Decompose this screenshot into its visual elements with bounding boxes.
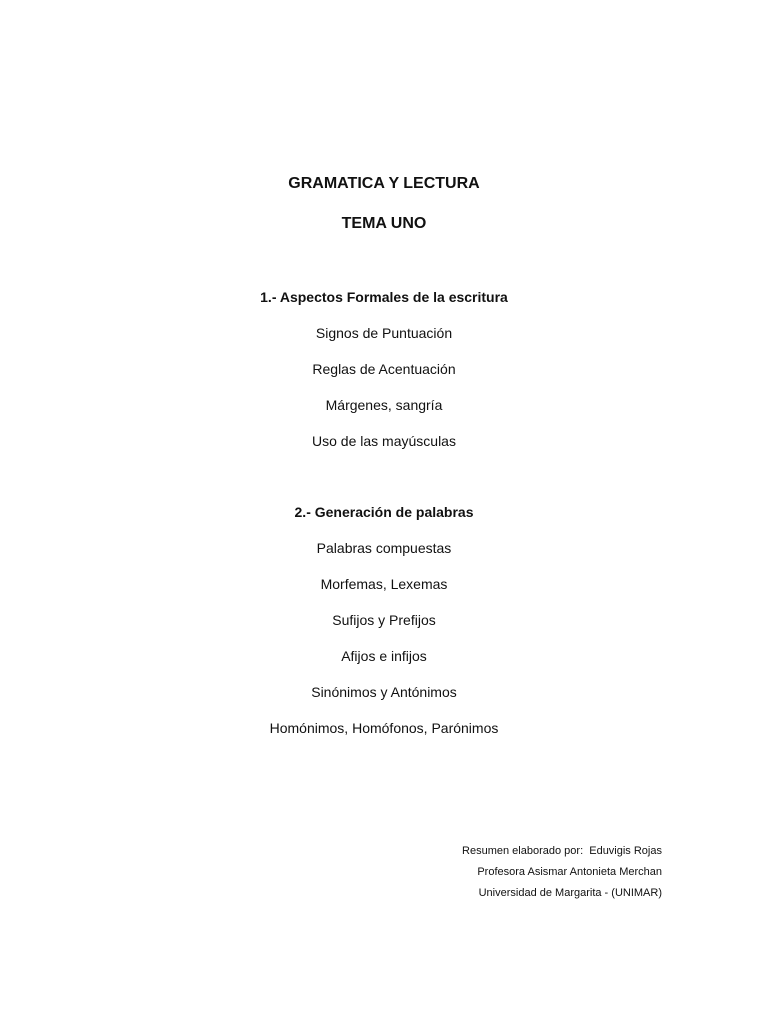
document-subtitle: TEMA UNO (341, 215, 427, 232)
section-heading-aspectos: 1.- Aspectos Formales de la escritura (260, 289, 508, 305)
footer-university-line: Universidad de Margarita - (UNIMAR) (478, 887, 662, 899)
list-item: Reglas de Acentuación (312, 361, 456, 377)
list-item: Sufijos y Prefijos (332, 612, 436, 628)
list-item: Signos de Puntuación (315, 325, 453, 341)
list-item: Palabras compuestas (316, 540, 452, 556)
list-item: Afijos e infijos (341, 648, 427, 664)
section-heading-generacion: 2.- Generación de palabras (294, 504, 474, 520)
list-item: Morfemas, Lexemas (320, 576, 448, 592)
list-item: Sinónimos y Antónimos (311, 684, 457, 700)
list-item: Uso de las mayúsculas (312, 433, 456, 449)
list-item: Márgenes, sangría (325, 397, 443, 413)
footer-professor-line: Profesora Asismar Antonieta Merchan (477, 866, 662, 878)
list-item: Homónimos, Homófonos, Parónimos (269, 720, 499, 736)
document-title: GRAMATICA Y LECTURA (288, 175, 480, 192)
footer-author-line: Resumen elaborado por: Eduvigis Rojas (462, 845, 662, 857)
